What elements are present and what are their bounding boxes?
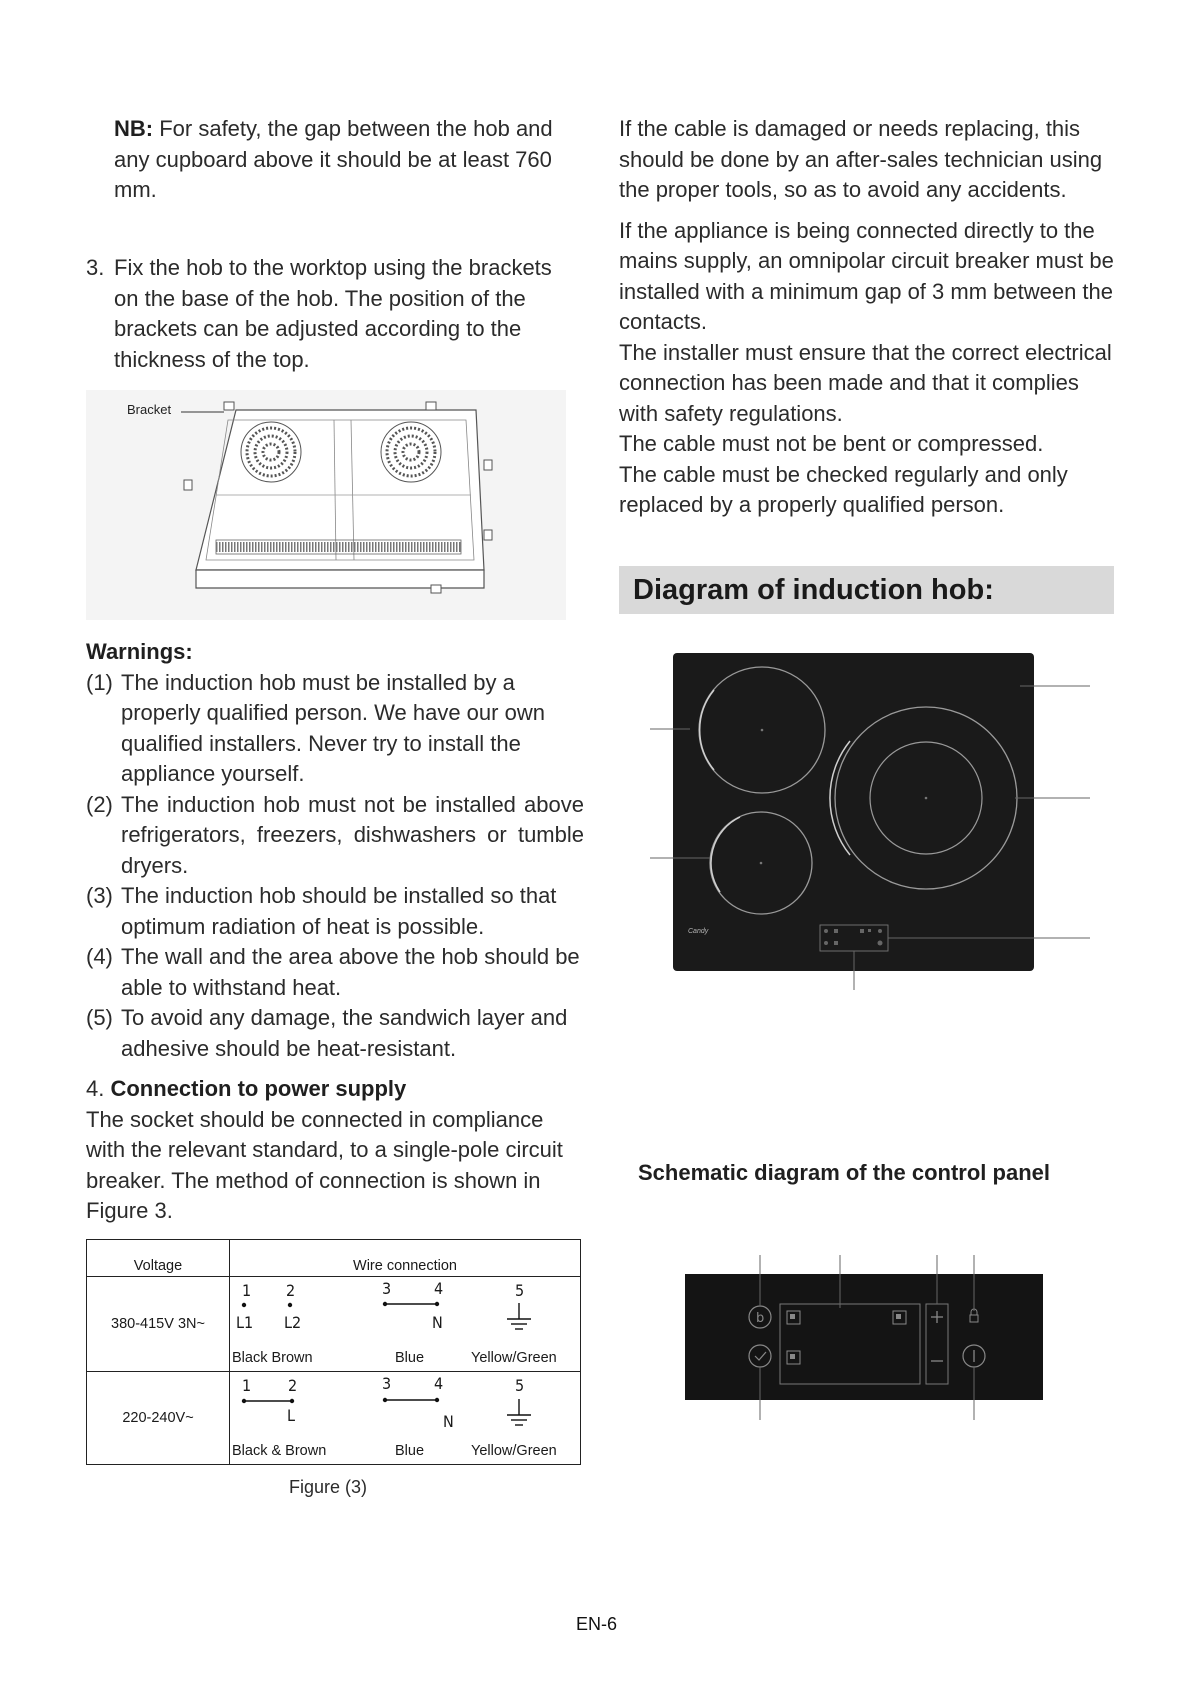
table-header-voltage: Voltage — [87, 1240, 230, 1277]
table-header-wire: Wire connection — [230, 1240, 581, 1277]
nb-label: NB: — [114, 116, 154, 141]
control-panel-title: Schematic diagram of the control panel — [638, 1160, 1050, 1185]
nb-note — [114, 114, 574, 206]
right-text — [619, 114, 1119, 521]
section-heading-text: Diagram of induction hob: — [633, 574, 994, 606]
step-4-text: The socket should be connected in compliance with the relevant standard, to a single-pole circuit breaker. The method of connection is shown in Figure 3. — [86, 1106, 563, 1223]
nb-text: For safety, the gap between the hob and any cupboard above it should be at least 760 mm. — [114, 116, 553, 202]
voltage-cell: 380-415V 3N~ — [87, 1277, 230, 1372]
warning-item: (3) The induction hob should be installed so that optimum radiation of heat is possible. — [86, 883, 557, 939]
step-3 — [86, 253, 556, 375]
warning-item: (2) The induction hob must not be installed above refrigerators, freezers, dishwashers or tumble dryers. — [86, 791, 584, 878]
bracket-label: Bracket — [127, 402, 172, 417]
table-row — [87, 1372, 581, 1465]
voltage-cell: 220-240V~ — [87, 1372, 230, 1465]
wiring-cell: 1 2 3 4 5 L1 L2 N Black Brown Blue Yellow/Green — [230, 1277, 581, 1372]
figure-caption: Figure (3) — [289, 1477, 368, 1497]
hob-top-view — [650, 650, 1100, 995]
table-row — [87, 1277, 581, 1372]
wiring-symbols — [230, 1390, 580, 1450]
page-number: EN-6 — [576, 1614, 618, 1634]
step-4-number: 4. — [86, 1076, 105, 1101]
svg-text:b: b — [756, 1311, 765, 1326]
hob-underside-drawing — [86, 390, 566, 620]
step-3-text: Fix the hob to the worktop using the brackets on the base of the hob. The position of the brackets can be adjusted according to the thickness of the top. — [114, 255, 552, 372]
cable-damage-paragraph: If the cable is damaged or needs replacing, this should be done by an after-sales technician using the proper tools, so as to avoid any accidents. — [619, 116, 1103, 202]
cable-check-paragraph: The cable must be checked regularly and only replaced by a properly qualified person. — [619, 461, 1068, 517]
warning-item: (4) The wall and the area above the hob should be able to withstand heat. — [86, 944, 580, 1000]
cable-bend-paragraph: The cable must not be bent or compressed. — [619, 431, 1044, 456]
step-4 — [86, 1074, 566, 1227]
wire-connection-table — [86, 1239, 581, 1465]
warning-item: (1) The induction hob must be installed by a properly qualified person. We have our own qualified installers. Never try to install the appliance yourself. — [86, 669, 545, 786]
step-4-title: Connection to power supply — [110, 1076, 407, 1101]
hob-bracket-illustration — [86, 390, 566, 620]
warning-item: (5) To avoid any damage, the sandwich layer and adhesive should be heat-resistant. — [86, 1005, 568, 1061]
circuit-breaker-paragraph: If the appliance is being connected directly to the mains supply, an omnipolar circuit breaker must be installed with a minimum gap of 3 mm between the contacts. — [619, 217, 1114, 334]
warnings — [86, 637, 584, 1064]
control-panel-schematic — [680, 1255, 1060, 1425]
section-heading — [619, 566, 1114, 614]
step-3-number: 3. — [86, 255, 105, 280]
control-panel-drawing — [680, 1255, 1060, 1425]
warnings-title: Warnings: — [86, 639, 193, 664]
wiring-symbols — [230, 1295, 580, 1355]
brand-logo: Candy — [688, 928, 709, 935]
induction-hob-diagram — [650, 650, 1100, 995]
installer-paragraph: The installer must ensure that the correct electrical connection has been made and that it complies with safety regulations. — [619, 339, 1112, 426]
wiring-cell: 1 2 3 4 5 L N Black & Brown Blue Yellow/Green — [230, 1372, 581, 1465]
